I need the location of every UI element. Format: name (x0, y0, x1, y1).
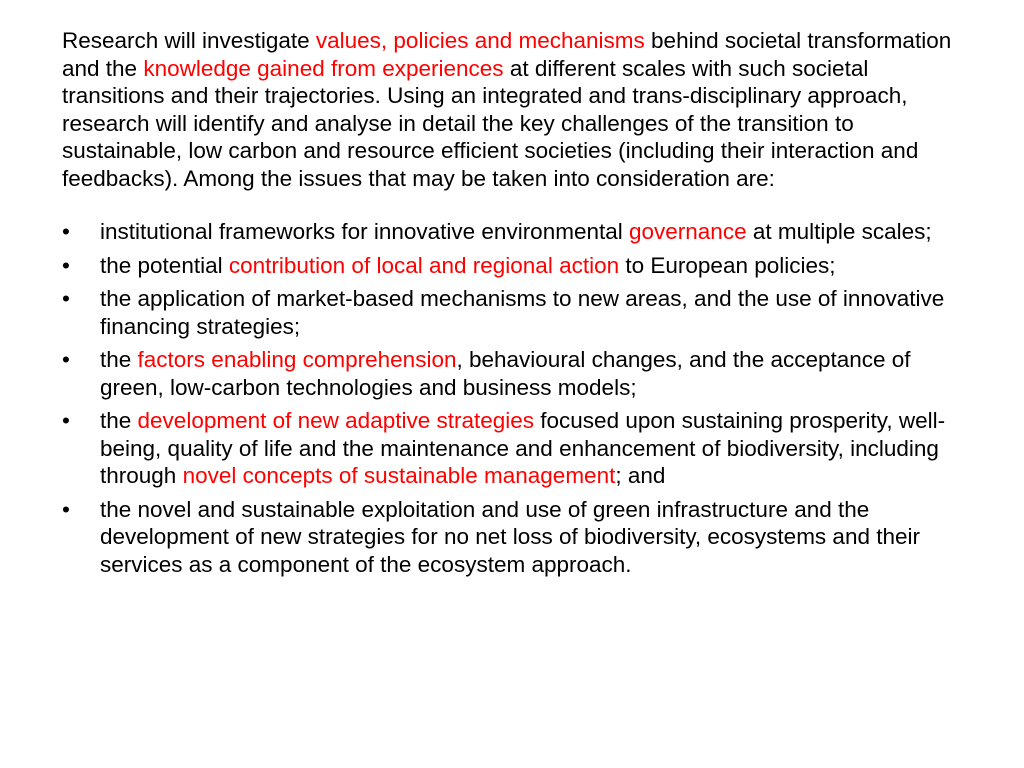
text-segment: , behavioural changes, and the acceptance of green, low-carbon technologies and business models; (100, 347, 911, 400)
text-segment: behind societal transformation and the (62, 28, 952, 81)
bullet-list (62, 218, 970, 578)
text-segment: Research will investigate (62, 28, 316, 53)
text-segment: at multiple scales; (746, 219, 932, 244)
list-item-text (100, 347, 911, 400)
text-segment: focused upon sustaining prosperity, well-being, quality of life and the maintenance and enhancement of biodiversity, including through (100, 408, 946, 488)
text-segment: institutional frameworks for innovative environmental (100, 219, 629, 244)
list-item-text (100, 408, 945, 488)
list-item (62, 218, 970, 246)
text-segment: ; and (615, 463, 666, 488)
list-item-text (100, 253, 836, 278)
bullet-marker: • (62, 496, 70, 522)
text-segment: the (100, 347, 138, 372)
highlighted-text: factors enabling comprehension (137, 347, 457, 372)
highlighted-text: knowledge gained from experiences (143, 55, 504, 81)
text-segment: the potential (100, 252, 229, 278)
bullet-marker: • (62, 408, 70, 433)
list-item (62, 285, 970, 340)
list-item (62, 407, 970, 490)
text-segment: the (100, 408, 138, 433)
text-segment: at different scales with such societal transitions and their trajectories. Using an integrated and trans-disciplinary approach, research will identify and analyse in detail the key challenges of the transition to sustainable, low carbon and resource efficient societies (including their interaction and feedbacks). Among the issues that may be taken into consideration are: (62, 55, 919, 191)
intro-paragraph (62, 27, 970, 192)
slide-body (62, 27, 970, 584)
bullet-marker: • (62, 219, 70, 244)
text-segment: the application of market-based mechanisms to new areas, and the use of innovative financing strategies; (100, 286, 945, 339)
highlighted-text: contribution of local and regional action (228, 252, 620, 278)
highlighted-text: novel concepts of sustainable management (182, 463, 616, 488)
list-item-text (100, 497, 920, 577)
text-segment: to European policies; (619, 252, 836, 278)
text-segment: the novel and sustainable exploitation and use of green infrastructure and the development of new strategies for no net loss of biodiversity, ecosystems and their services as a component of the ecosystem approach. (100, 496, 920, 577)
list-item (62, 252, 970, 280)
highlighted-text: governance (629, 219, 747, 244)
bullet-marker: • (62, 347, 70, 372)
list-item-text (100, 219, 932, 244)
highlighted-text: development of new adaptive strategies (137, 408, 535, 433)
bullet-marker: • (62, 252, 70, 278)
highlighted-text: values, policies and mechanisms (315, 28, 645, 53)
list-item (62, 496, 970, 579)
list-item-text (100, 286, 944, 339)
list-item (62, 346, 970, 401)
bullet-marker: • (62, 286, 70, 311)
